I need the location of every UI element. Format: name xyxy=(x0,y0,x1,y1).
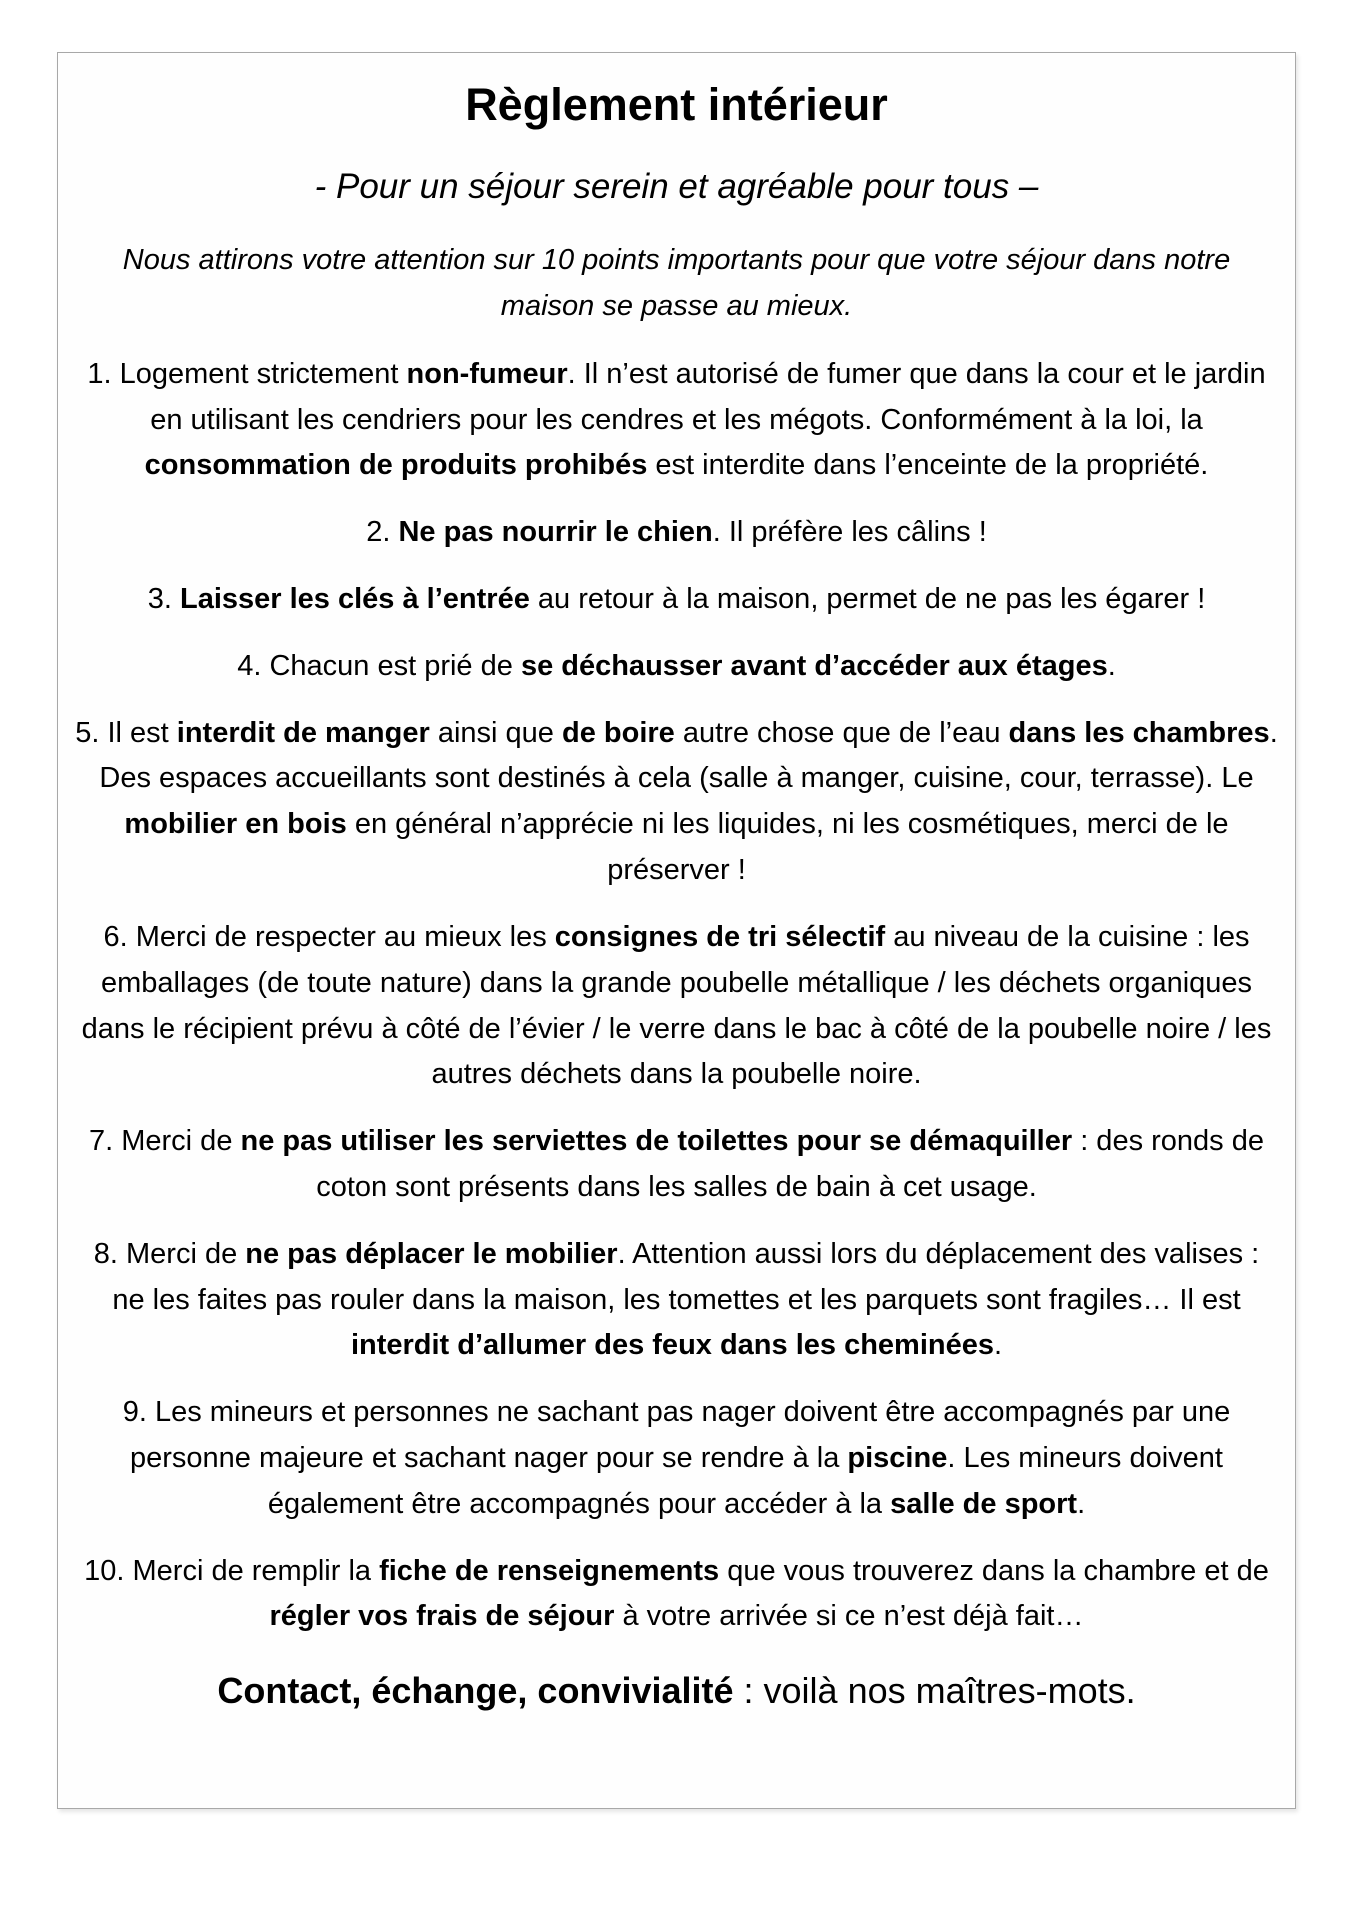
document-title: Règlement intérieur xyxy=(465,79,888,130)
rule-paragraph-2: 2. Ne pas nourrir le chien. Il préfère les câlins ! xyxy=(366,516,987,549)
rule-paragraph-1: 1. Logement strictement non-fumeur. Il n’est autorisé de fumer que dans la cour et le jardin en utilisant les cendriers pour les cendres et les mégots. Conformément à la loi, la consommation de produits prohibés est interdite dans l’enceinte de la propriété. xyxy=(87,357,1266,482)
document-subtitle: - Pour un séjour serein et agréable pour tous – xyxy=(314,167,1039,206)
rule-paragraph-7: 7. Merci de ne pas utiliser les serviettes de toilettes pour se démaquiller : des ronds de coton sont présents dans les salles de bain à cet usage. xyxy=(89,1125,1264,1203)
rule-paragraph-5: 5. Il est interdit de manger ainsi que de boire autre chose que de l’eau dans les chambres. Des espaces accueillants sont destinés à cela (salle à manger, cuisine, cour, terrasse). Le mobilier en bois en général n’apprécie ni les liquides, ni les cosmétiques, merci de le préserver ! xyxy=(75,716,1278,887)
rules-list xyxy=(74,352,1279,1641)
document-page xyxy=(57,52,1296,1809)
rule-paragraph-4: 4. Chacun est prié de se déchausser avant d’accéder aux étages. xyxy=(237,649,1116,682)
rule-paragraph-3: 3. Laisser les clés à l’entrée au retour à la maison, permet de ne pas les égarer ! xyxy=(147,583,1206,616)
closing-line: Contact, échange, convivialité : voilà nos maîtres-mots. xyxy=(217,1670,1136,1712)
rule-paragraph-8: 8. Merci de ne pas déplacer le mobilier. Attention aussi lors du déplacement des valises : ne les faites pas rouler dans la maison, les tomettes et les parquets sont fragiles… Il est interdit d’allumer des feux dans les cheminées. xyxy=(93,1237,1260,1362)
rule-paragraph-6: 6. Merci de respecter au mieux les consignes de tri sélectif au niveau de la cuisine : les emballages (de toute nature) dans la grande poubelle métallique / les déchets organiques dans le récipient prévu à côté de l’évier / le verre dans le bac à côté de la poubelle noire / les autres déchets dans la poubelle noire. xyxy=(81,920,1272,1091)
rule-paragraph-9: 9. Les mineurs et personnes ne sachant pas nager doivent être accompagnés par une personne majeure et sachant nager pour se rendre à la piscine. Les mineurs doivent également être accompagnés pour accéder à la salle de sport. xyxy=(122,1396,1231,1520)
rule-paragraph-10: 10. Merci de remplir la fiche de renseignements que vous trouverez dans la chambre et de régler vos frais de séjour à votre arrivée si ce n’est déjà fait… xyxy=(84,1554,1269,1633)
intro-paragraph: Nous attirons votre attention sur 10 points importants pour que votre séjour dans notre maison se passe au mieux. xyxy=(122,244,1231,323)
